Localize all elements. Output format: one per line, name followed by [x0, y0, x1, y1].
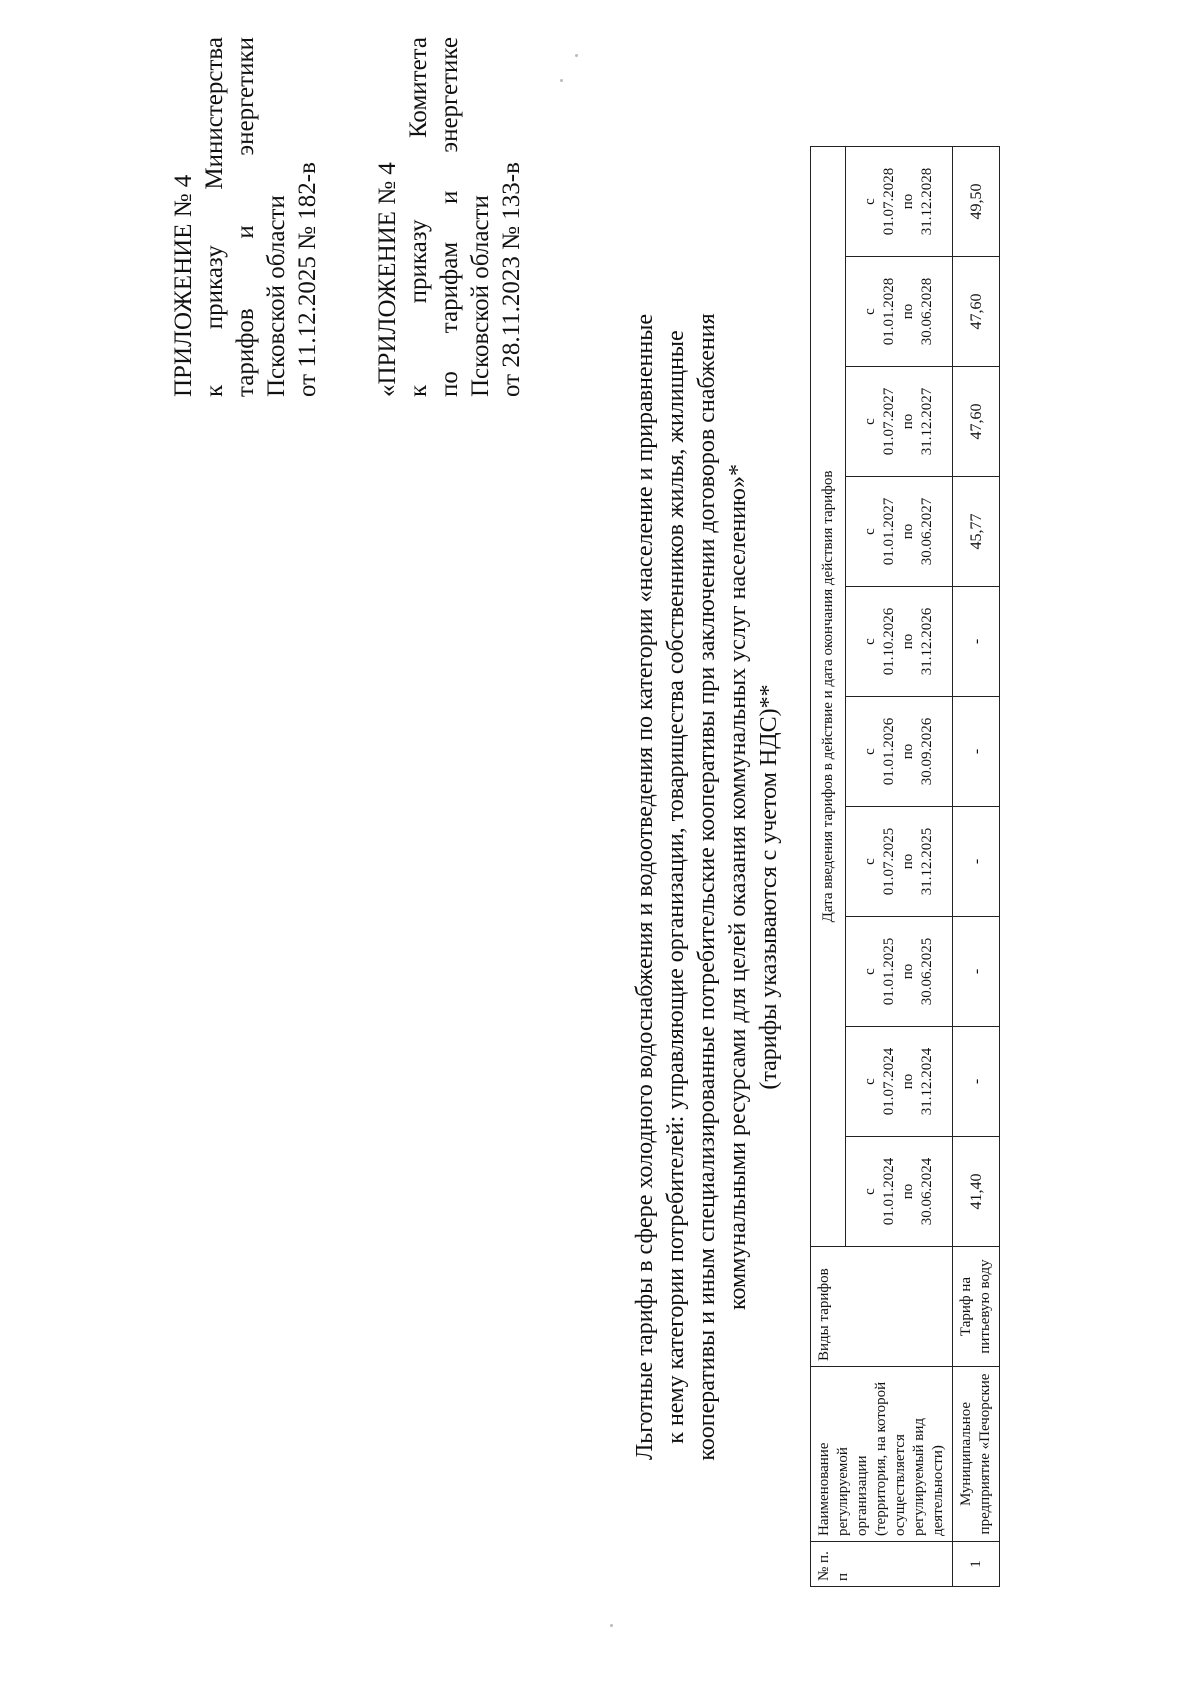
period-to-word: по — [900, 193, 917, 210]
period-header-cell — [846, 257, 953, 367]
period-from-word: с — [862, 528, 879, 535]
tariff-value-cell: 45,77 — [953, 477, 1000, 587]
row-tariff-type: Тариф на питьевую воду — [953, 1247, 1000, 1367]
appendix-line: Псковской области — [467, 195, 494, 397]
period-to-word: по — [900, 963, 917, 980]
period-to-word: по — [900, 303, 917, 320]
table-row — [953, 146, 1000, 1586]
period-from: 01.07.2024 — [881, 1047, 898, 1116]
appendix-line: «ПРИЛОЖЕНИЕ № 4 — [374, 162, 401, 397]
period-from-word: с — [862, 748, 879, 755]
period-from-word: с — [862, 418, 879, 425]
period-to: 31.12.2025 — [919, 827, 936, 896]
period-from: 01.07.2025 — [881, 827, 898, 896]
appendix-line: от 28.11.2023 № 133-в — [498, 162, 525, 397]
appendix-line: к приказу Комитета — [405, 37, 432, 397]
header-tariff-type: Виды тарифов — [811, 1247, 953, 1367]
period-header-cell — [846, 807, 953, 917]
period-from: 01.01.2028 — [881, 277, 898, 346]
header-dates-group: Дата введения тарифов в действие и дата окончания действия тарифов — [811, 146, 846, 1246]
period-from: 01.01.2027 — [881, 497, 898, 566]
document-title — [630, 307, 785, 1467]
tariff-value-cell: - — [953, 587, 1000, 697]
period-header-cell — [846, 697, 953, 807]
tariff-value-cell: - — [953, 697, 1000, 807]
appendix-line: к приказу Министерства — [201, 37, 228, 397]
tariff-value-cell: - — [953, 1027, 1000, 1137]
period-header-cell — [846, 146, 953, 256]
period-header-cell — [846, 1027, 953, 1137]
appendix-header-old — [372, 37, 527, 397]
period-header-cell — [846, 917, 953, 1027]
period-header-cell — [846, 477, 953, 587]
tariff-value-cell: 47,60 — [953, 257, 1000, 367]
period-to-word: по — [900, 743, 917, 760]
appendix-line: по тарифам и энергетике — [436, 37, 463, 397]
title-line: Льготные тарифы в сфере холодного водоснабжения и водоотведения по категории «население и приравненные — [632, 314, 658, 1460]
period-to: 30.09.2026 — [919, 717, 936, 786]
header-org: Наименование регулируемой организации (территория, на которой осуществляется регулируемый вид деятельности) — [811, 1367, 953, 1542]
period-from-word: с — [862, 1188, 879, 1195]
period-to-word: по — [900, 523, 917, 540]
period-from: 01.01.2026 — [881, 717, 898, 786]
period-to: 31.12.2026 — [919, 607, 936, 676]
period-to: 30.06.2025 — [919, 937, 936, 1006]
header-num: № п. п — [811, 1542, 953, 1587]
period-to: 30.06.2028 — [919, 277, 936, 346]
period-to: 31.12.2024 — [919, 1047, 936, 1116]
period-header-cell — [846, 367, 953, 477]
period-from: 01.07.2027 — [881, 387, 898, 456]
period-to-word: по — [900, 413, 917, 430]
tariff-value-cell: 41,40 — [953, 1137, 1000, 1247]
scan-speck — [610, 1624, 613, 1627]
table-header-row-1 — [811, 146, 846, 1586]
period-to-word: по — [900, 853, 917, 870]
row-num: 1 — [953, 1542, 1000, 1587]
appendix-header-new — [168, 37, 323, 397]
title-line: к нему категории потребителей: управляющие организации, товарищества собственников жилья, жилищные — [663, 330, 689, 1444]
appendix-line: ПРИЛОЖЕНИЕ № 4 — [170, 174, 197, 397]
appendix-line: от 11.12.2025 № 182-в — [294, 162, 321, 397]
period-to: 31.12.2028 — [919, 167, 936, 236]
scan-speck — [560, 79, 563, 82]
appendix-line: Псковской области — [263, 195, 290, 397]
scan-speck — [575, 54, 578, 57]
period-from: 01.01.2025 — [881, 937, 898, 1006]
title-line: кооперативы и иным специализированные потребительские кооперативы при заключении договоров снабжения — [694, 313, 720, 1461]
period-to-word: по — [900, 1073, 917, 1090]
period-from-word: с — [862, 1078, 879, 1085]
tariff-value-cell: - — [953, 917, 1000, 1027]
period-from-word: с — [862, 198, 879, 205]
period-to-word: по — [900, 1183, 917, 1200]
period-to: 30.06.2024 — [919, 1157, 936, 1226]
tariff-value-cell: - — [953, 807, 1000, 917]
period-from-word: с — [862, 308, 879, 315]
period-from-word: с — [862, 858, 879, 865]
period-header-cell — [846, 587, 953, 697]
tariff-table — [810, 146, 1000, 1587]
row-org: Муниципальное предприятие «Печорские — [953, 1367, 1000, 1542]
appendix-line: тарифов и энергетики — [232, 37, 259, 397]
title-line: (тарифы указываются с учетом НДС)** — [756, 684, 782, 1090]
period-from: 01.01.2024 — [881, 1157, 898, 1226]
period-from-word: с — [862, 968, 879, 975]
title-line: коммунальными ресурсами для целей оказания коммунальных услуг населению»* — [725, 464, 751, 1310]
tariff-value-cell: 49,50 — [953, 146, 1000, 256]
period-from-word: с — [862, 638, 879, 645]
tariff-value-cell: 47,60 — [953, 367, 1000, 477]
period-to-word: по — [900, 633, 917, 650]
period-to: 30.06.2027 — [919, 497, 936, 566]
period-from: 01.07.2028 — [881, 167, 898, 236]
period-from: 01.10.2026 — [881, 607, 898, 676]
period-to: 31.12.2027 — [919, 387, 936, 456]
period-header-cell — [846, 1137, 953, 1247]
